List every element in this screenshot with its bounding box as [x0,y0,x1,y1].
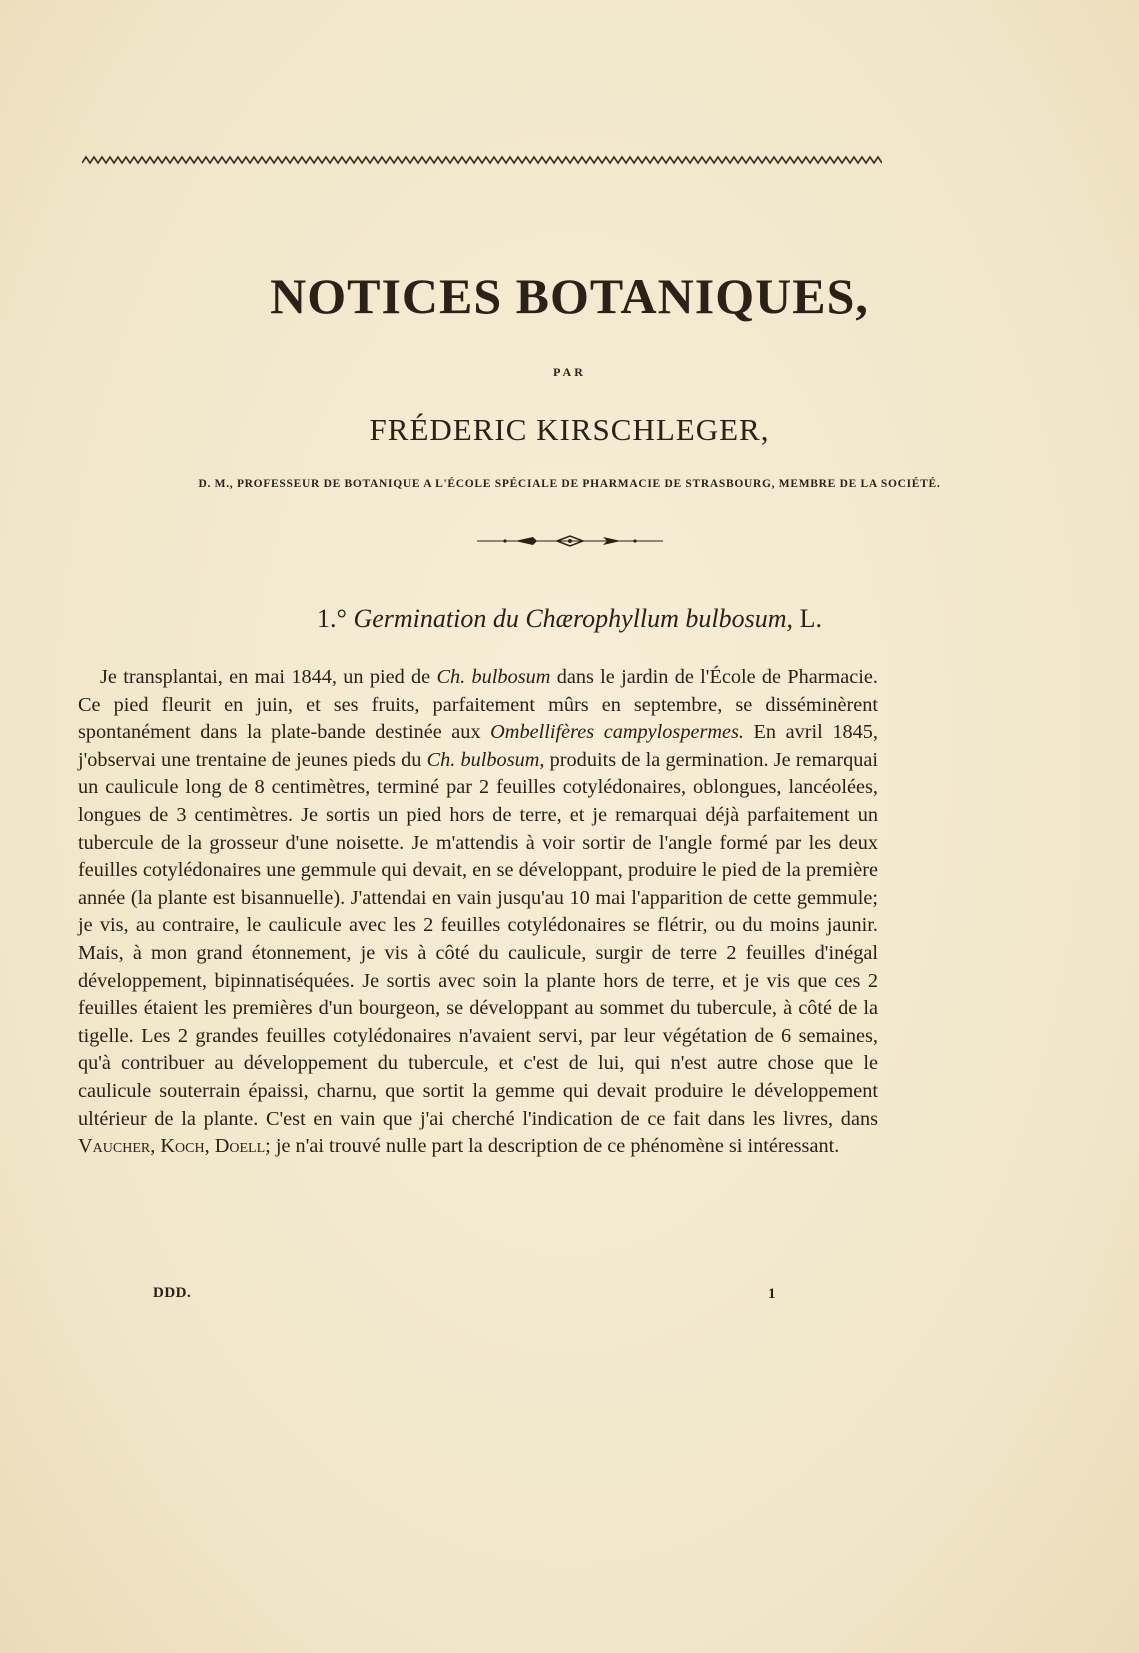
divider-ornament-icon [475,534,665,548]
family-name: Ombellifères campylospermes. [490,721,744,744]
body-text-run: En avril 1845, j'observai une trentaine de jeunes pieds du [78,721,878,771]
section-divider-ornament [0,534,1139,548]
separator: , [150,1135,161,1158]
body-text-run: ; je n'ai trouvé nulle part la description de ce phénomène si intéressant. [265,1135,840,1158]
section-title: Germination du Chærophyllum bulbosum, [353,604,794,633]
section-heading [0,603,1139,635]
species-name: Ch. bulbosum [426,748,540,771]
section-number: 1.° [317,604,347,633]
main-title: NOTICES BOTANIQUES, [270,268,869,324]
author-affiliation: D. M., PROFESSEUR DE BOTANIQUE A L'ÉCOLE SPÉCIALE DE PHARMACIE DE STRASBOURG, MEMBRE DE LA SOCIÉTÉ. [198,478,941,490]
cited-author: Vaucher [78,1135,151,1158]
species-name: Ch. bulbosum [436,666,551,688]
cited-author: Doell [214,1135,266,1158]
signature-mark: DDD. [153,1285,192,1301]
body-text-run: dans le jardin de l'École de Pharmacie. Ce pied fleurit en juin, et ses fruits, parfaitement mûrs en septembre, se disséminèrent spontanément dans la plate-bande destinée aux [78,666,879,744]
par-label: PAR [553,365,586,379]
body-text-run: , produits de la germination. Je remarquai un caulicule long de 8 centimètres, terminé par 2 feuilles cotylédonaires, oblongues, lancéolées, longues de 3 centimètres. Je sortis un pied hors de terre, et je remarquai déjà parfaitement un tubercule de la grosseur d'une noisette. Je m'attendis à voir sortir de l'angle formé par les deux feuilles cotylédonaires une gemmule qui devait, en se développant, produire le pied de la première année (la plante est bisannuelle). J'attendai en vain jusqu'au 10 mai l'apparition de cette gemmule; je vis, au contraire, le caulicule avec les 2 feuilles cotylédonaires se flétrir, ou du moins jaunir. Mais, à mon grand étonnement, je vis à côté du caulicule, surgir de terre 2 feuilles d'inégal développement, bipinnatiséquées. Je sortis avec soin la plante hors de terre, et je vis que ces 2 feuilles étaient les premières d'un bourgeon, se développant au sommet du tubercule, à côté de la tigelle. Les 2 grandes feuilles cotylédonaires n'avaient servi, par leur végétation de 6 semaines, qu'à contribuer au développement du tubercule, et c'est de lui, qui n'est autre chose que le caulicule souterrain épaissi, charnu, que sortit la gemme qui devait produire le développement ultérieur de la plante. C'est en vain que j'ai cherché l'indication de ce fait dans les livres, dans [78,748,879,1130]
body-paragraph [78,664,878,1161]
cited-author: Koch [160,1135,205,1158]
page-number: 1 [768,1286,776,1302]
author-name: FRÉDERIC KIRSCHLEGER, [369,412,770,447]
separator: , [204,1135,215,1158]
top-ornament-rule [82,153,882,167]
body-text-run: Je transplantai, en mai 1844, un pied de [100,666,437,688]
section-author-abbrev: L. [799,604,822,633]
